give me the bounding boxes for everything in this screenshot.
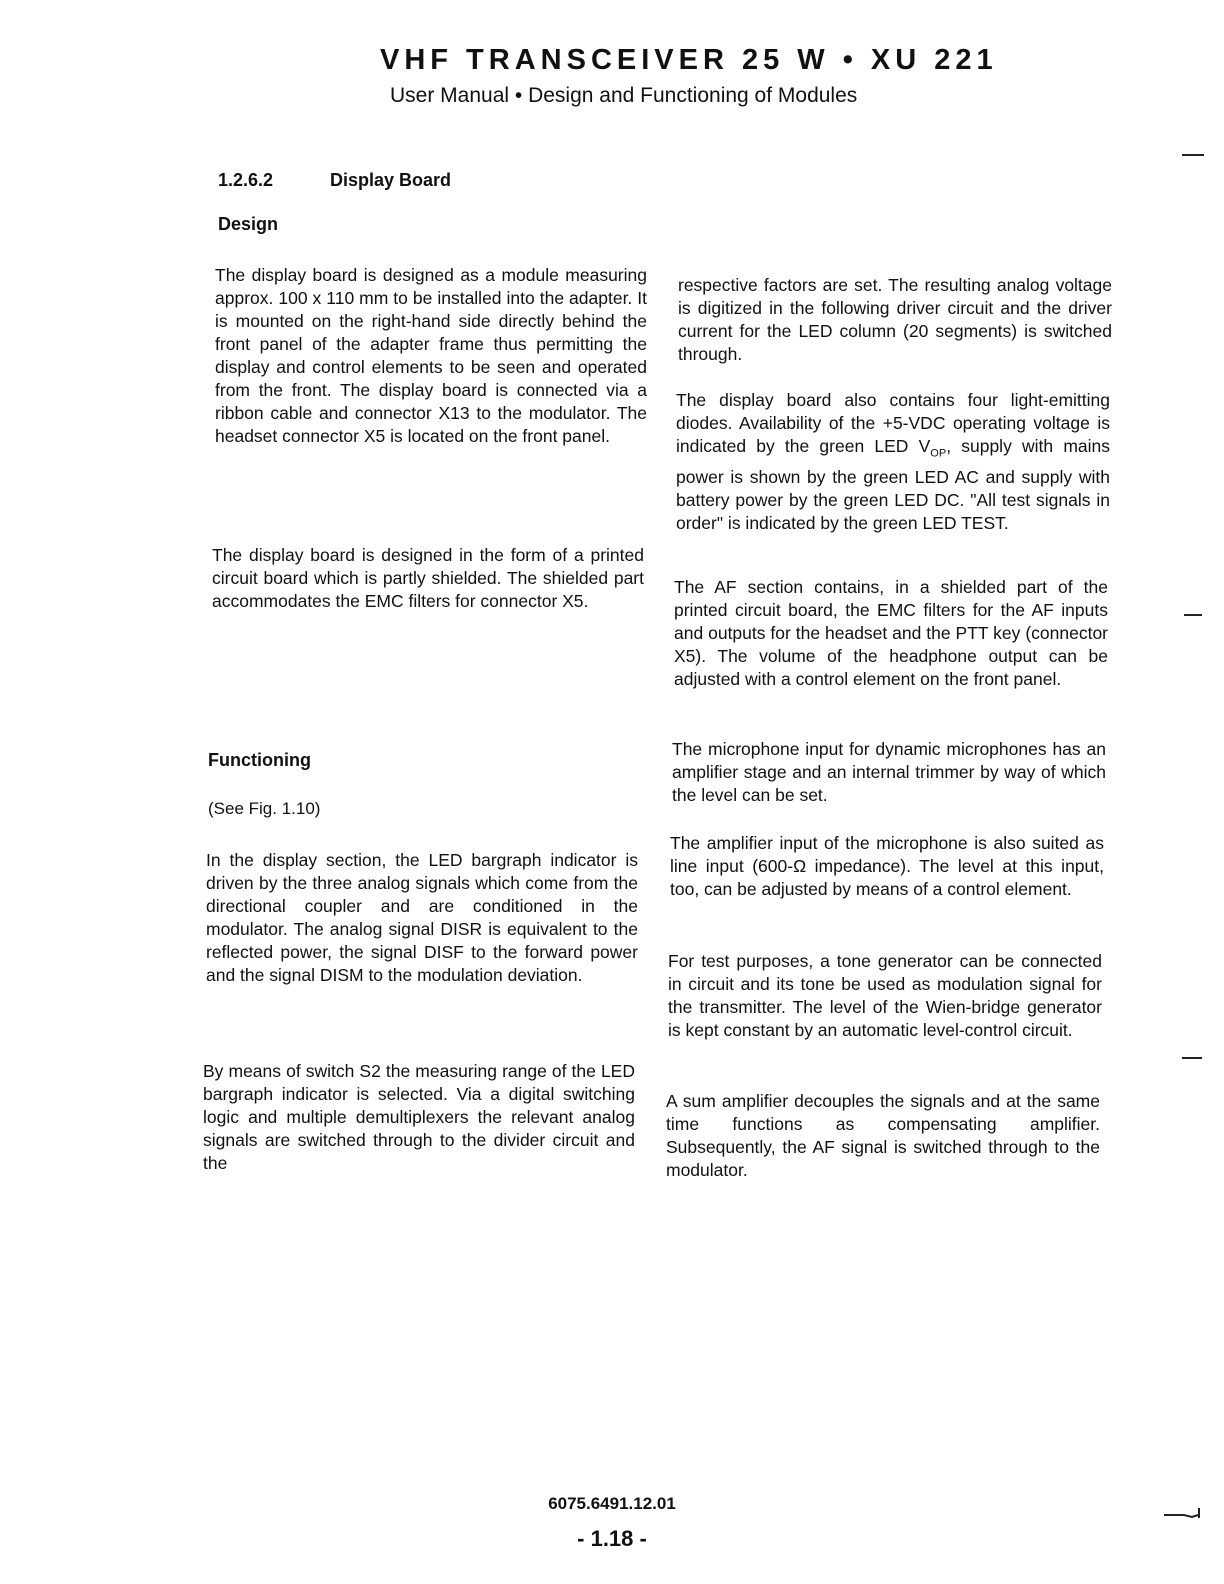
right-paragraph-1: respective factors are set. The resulting analog voltage is digitized in the following driver circuit and the driver current for the LED column (20 segments) is switched through. bbox=[678, 275, 1112, 364]
right-paragraph-5: The amplifier input of the microphone is also suited as line input (600-Ω impedance). The level at this input, too, can be adjusted by means of a control element. bbox=[670, 833, 1104, 899]
right-paragraph-2 bbox=[676, 389, 1110, 535]
document-number: 6075.6491.12.01 bbox=[548, 1494, 676, 1513]
section-title: Display Board bbox=[330, 170, 452, 190]
right-paragraph-2-text-a: The display board also contains four light-emitting diodes. Availability of the +5-VDC operating voltage is indicated by the green LED V bbox=[676, 390, 1110, 456]
right-paragraph-7: A sum amplifier decouples the signals and at the same time functions as compensating amplifier. Subsequently, the AF signal is switched through to the modulator. bbox=[666, 1091, 1100, 1180]
document-subtitle: User Manual • Design and Functioning of Modules bbox=[390, 84, 858, 107]
section-heading bbox=[218, 170, 451, 191]
design-paragraph-1: The display board is designed as a module measuring approx. 100 x 110 mm to be installed into the adapter. It is mounted on the right-hand side directly behind the front panel of the adapter frame thus permitting the display and control elements to be seen and operated from the front. The display board is connected via a ribbon cable and connector X13 to the modulator. The headset connector X5 is located on the front panel. bbox=[215, 265, 647, 446]
functioning-paragraph-1: In the display section, the LED bargraph indicator is driven by the three analog signals which come from the directional coupler and are conditioned in the modulator. The analog signal DISR is equivalent to the reflected power, the signal DISF to the forward power and the signal DISM to the modulation deviation. bbox=[206, 850, 638, 985]
section-number: 1.2.6.2 bbox=[218, 170, 274, 190]
right-paragraph-2-subscript: OP bbox=[930, 447, 947, 460]
right-paragraph-6: For test purposes, a tone generator can be connected in circuit and its tone be used as modulation signal for the transmitter. The level of the Wien-bridge generator is kept constant by an automatic level-control circuit. bbox=[668, 951, 1102, 1040]
design-heading: Design bbox=[218, 214, 279, 234]
figure-reference: (See Fig. 1.10) bbox=[208, 799, 321, 818]
right-paragraph-4: The microphone input for dynamic microphones has an amplifier stage and an internal trimmer by way of which the level can be set. bbox=[672, 739, 1106, 805]
margin-mark bbox=[1182, 1057, 1202, 1059]
functioning-paragraph-2: By means of switch S2 the measuring range of the LED bargraph indicator is selected. Via a digital switching logic and multiple demultiplexers the relevant analog signals are switched through to the divider circuit and the bbox=[203, 1061, 635, 1173]
right-paragraph-3: The AF section contains, in a shielded part of the printed circuit board, the EMC filters for the AF inputs and outputs for the headset and the PTT key (connector X5). The volume of the headphone output can be adjusted with a control element on the front panel. bbox=[674, 577, 1108, 689]
functioning-heading: Functioning bbox=[208, 750, 311, 770]
design-paragraph-2: The display board is designed in the form of a printed circuit board which is partly shielded. The shielded part accommodates the EMC filters for connector X5. bbox=[212, 545, 644, 611]
right-paragraph-2-text-b: , supply with mains power is shown by the green LED AC and supply with battery power by the green LED DC. "All test signals in order" is indicated by the green LED TEST. bbox=[676, 436, 1110, 533]
document-title: VHF TRANSCEIVER 25 W • XU 221 bbox=[380, 44, 998, 76]
page-number: - 1.18 - bbox=[577, 1526, 647, 1551]
margin-mark bbox=[1184, 614, 1202, 616]
margin-mark bbox=[1182, 154, 1204, 156]
